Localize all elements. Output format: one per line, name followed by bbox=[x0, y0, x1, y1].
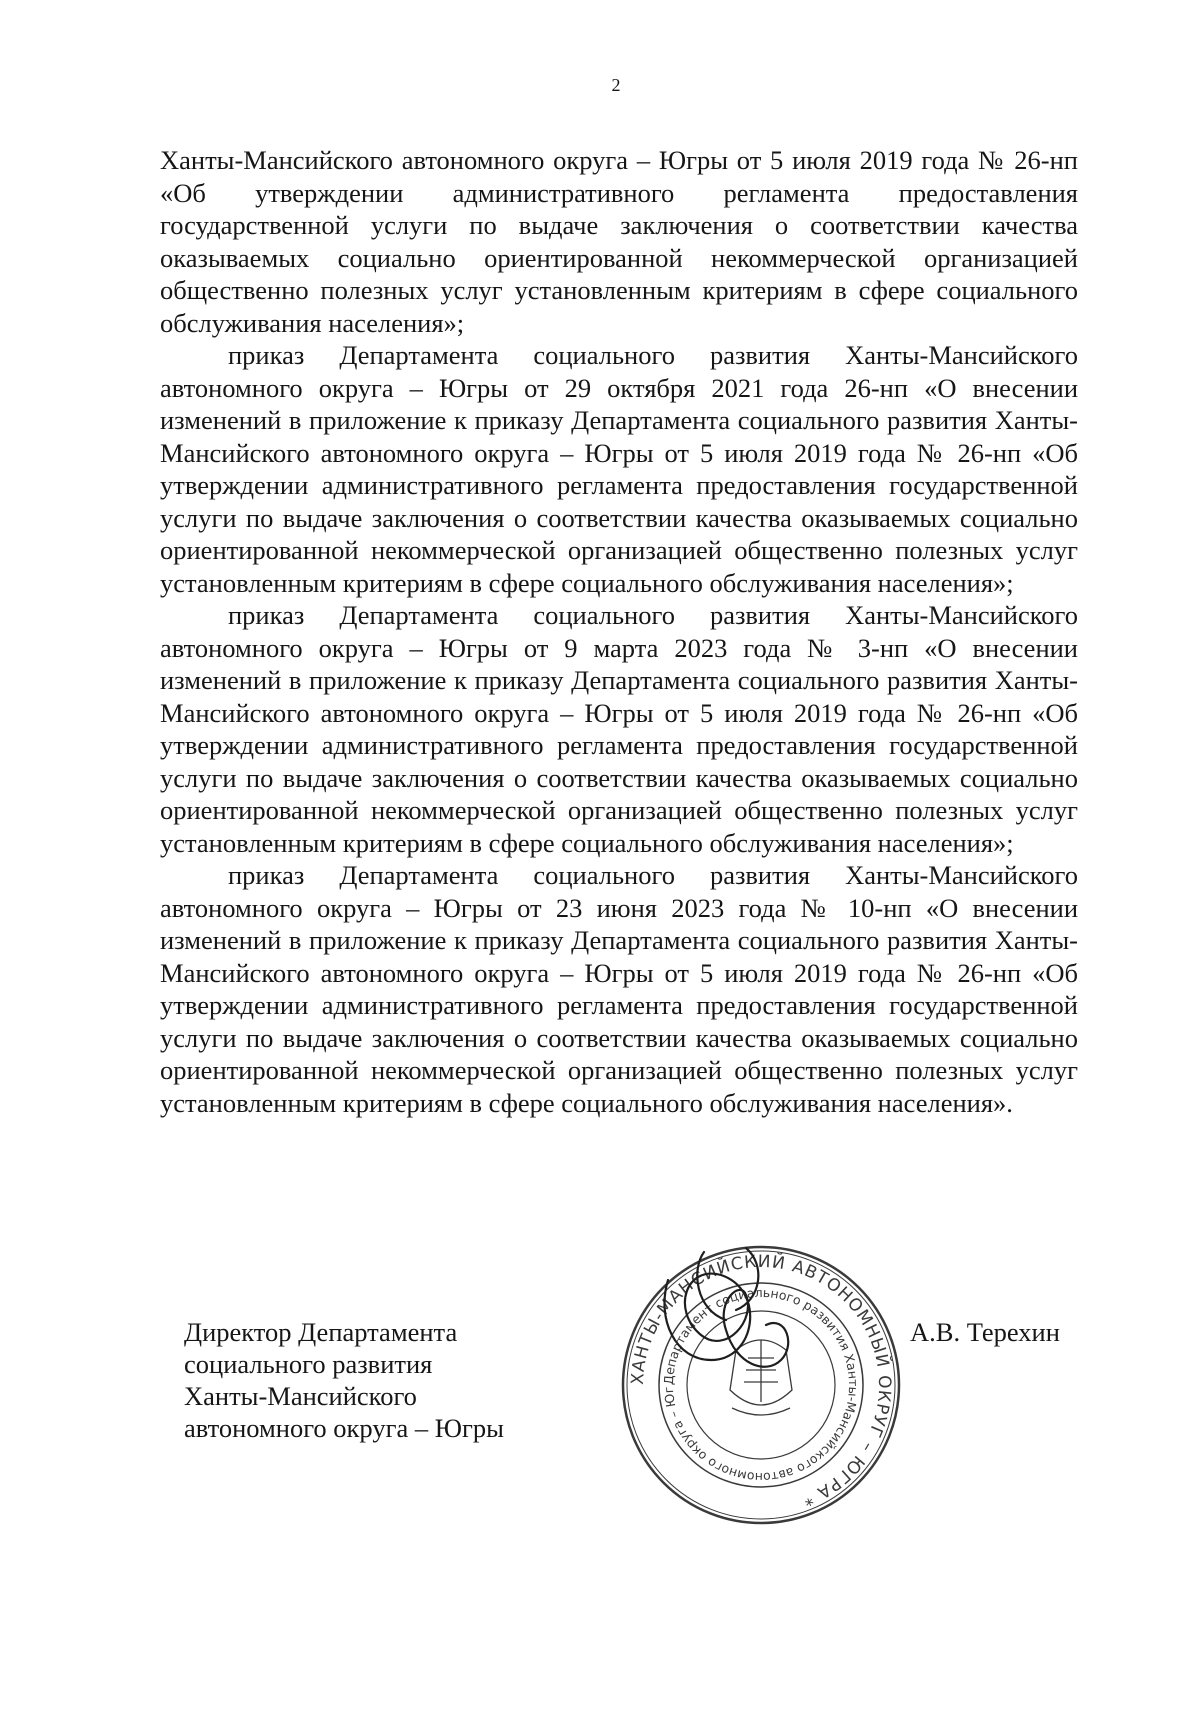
signer-position-line-1: Директор Департамента bbox=[184, 1317, 458, 1347]
paragraph-4: приказ Департамента социального развития Ханты-Мансийского автономного округа – Югры от 23 июня 2023 года № 10-нп «О внесении изменений в приложение к приказу Департамента социального развития Ханты-Мансийского автономного округа – Югры от 5 июля 2019 года № 26-нп «Об утверждении административного регламента предоставления государственной услуги по выдаче заключения о соответствии качества оказываемых социально ориентированной некоммерческой организацией общественно полезных услуг установленным критериям в сфере социального обслуживания населения». bbox=[160, 860, 1078, 1118]
page-number: 2 bbox=[611, 75, 621, 95]
document-body bbox=[160, 144, 1078, 1119]
signer-position-line-2: социального развития bbox=[184, 1349, 433, 1379]
signer-position-line-4: автономного округа – Югры bbox=[184, 1413, 504, 1443]
seal-inner-text: Департамент социального развития Ханты-Мансийского автономного округа – Юг bbox=[660, 1284, 862, 1486]
seal-outer-text: ХАНТЫ-МАНСИЙСКИЙ АВТОНОМНЫЙ ОКРУГ – ЮГРА * bbox=[627, 1251, 895, 1511]
paragraph-2: приказ Департамента социального развития Ханты-Мансийского автономного округа – Югры от 29 октября 2021 года 26-нп «О внесении изменений в приложение к приказу Департамента социального развития Ханты-Мансийского автономного округа – Югры от 5 июля 2019 года № 26-нп «Об утверждении административного регламента предоставления государственной услуги по выдаче заключения о соответствии качества оказываемых социально ориентированной некоммерческой организацией общественно полезных услуг установленным критериям в сфере социального обслуживания населения»; bbox=[160, 340, 1078, 598]
seal-emblem-icon bbox=[730, 1340, 792, 1415]
signer-name: А.В. Терехин bbox=[910, 1317, 1060, 1347]
paragraph-3: приказ Департамента социального развития Ханты-Мансийского автономного округа – Югры от 9 марта 2023 года № 3-нп «О внесении изменений в приложение к приказу Департамента социального развития Ханты-Мансийского автономного округа – Югры от 5 июля 2019 года № 26-нп «Об утверждении административного регламента предоставления государственной услуги по выдаче заключения о соответствии качества оказываемых социально ориентированной некоммерческой организацией общественно полезных услуг установленным критериям в сфере социального обслуживания населения»; bbox=[160, 600, 1078, 858]
signer-position-line-3: Ханты-Мансийского bbox=[184, 1381, 417, 1411]
seal-stamp-icon bbox=[616, 1240, 906, 1530]
paragraph-1: Ханты-Мансийского автономного округа – Югры от 5 июля 2019 года № 26-нп «Об утверждении административного регламента предоставления государственной услуги по выдаче заключения о соответствии качества оказываемых социально ориентированной некоммерческой организацией общественно полезных услуг установленным критериям в сфере социального обслуживания населения»; bbox=[160, 145, 1078, 338]
signer-position bbox=[184, 1316, 564, 1444]
official-seal bbox=[616, 1240, 906, 1530]
